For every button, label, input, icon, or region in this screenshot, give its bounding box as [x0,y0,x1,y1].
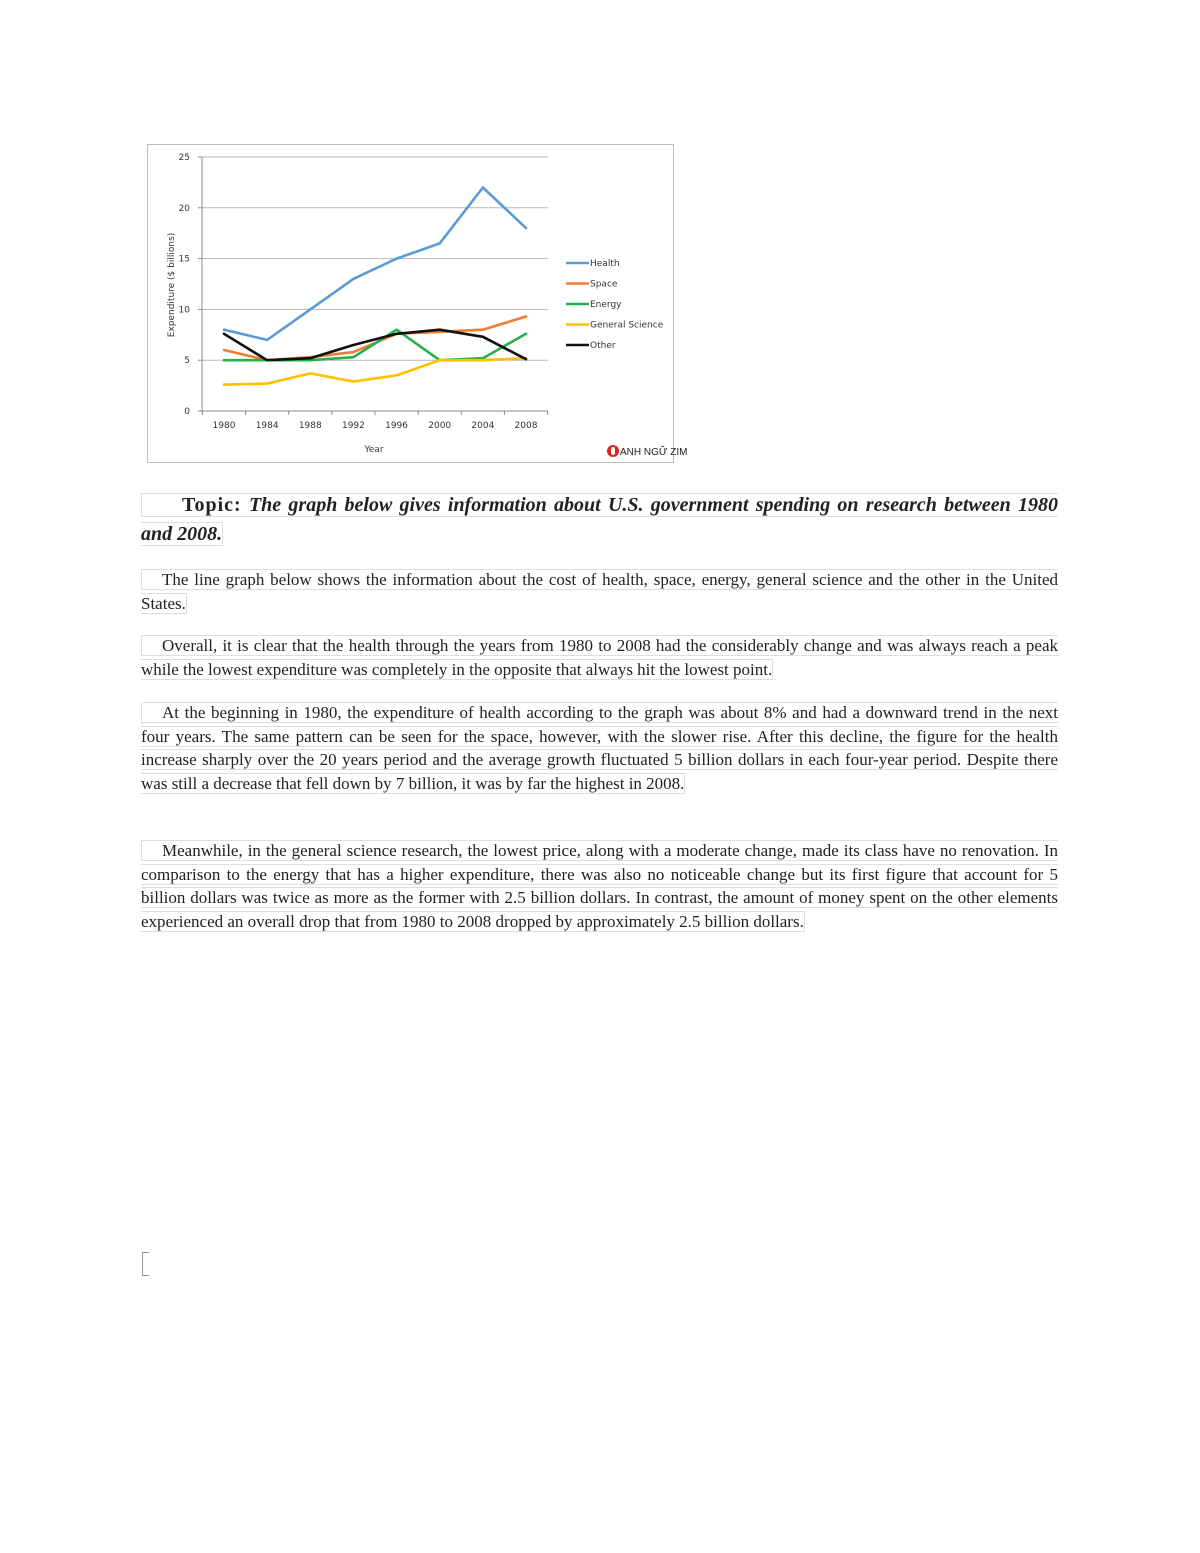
paragraph-text: Meanwhile, in the general science research, the lowest price, along with a moderate change, made its class have no renovation. In comparison to the energy that has a higher expenditure, there was also no noticeable change but its first figure that account for 5 billion dollars was twice as more as the former with 2.5 billion dollars. In contrast, the amount of money spent on the other elements experienced an overall drop that from 1980 to 2008 dropped by approximately 2.5 billion dollars. [141,841,1058,931]
x-tick-label: 1996 [385,421,409,431]
brand-logo [607,445,687,458]
legend-label: Space [590,279,618,290]
topic-heading [141,491,1058,549]
legend-label: Energy [590,300,622,310]
y-tick-label: 20 [178,203,190,214]
paragraph-text: At the beginning in 1980, the expenditure of health according to the graph was about 8% and had a downward trend in the next four years. The same pattern can be seen for the space, however, with the slower rise. After this decline, the figure for the health increase sharply over the 20 years period and the average growth fluctuated 5 billion dollars in each four-year period. Despite there was still a decrease that fell down by 7 billion, it was by far the highest in 2008. [141,703,1058,793]
legend-label: General Science [590,320,664,331]
chart-tick-labels [179,153,538,431]
series-line-health [224,188,526,340]
x-tick-label: 1980 [212,421,236,431]
logo-text: ANH NGỮ ZIM [620,447,688,458]
x-tick-label: 1992 [341,421,365,431]
x-tick-label: 2008 [514,421,538,431]
x-tick-label: 1984 [255,421,279,431]
y-axis-title: Expenditure ($ billions) [167,232,177,338]
chart-legend [566,259,664,351]
x-tick-label: 2004 [471,421,495,431]
chart-gridlines [202,157,548,360]
x-axis-title: Year [364,445,384,455]
paragraph-box [141,702,1058,794]
y-tick-label: 5 [184,356,190,367]
logo-mark-cutout [611,447,615,455]
topic-box [141,493,1058,546]
series-line-energy [224,330,526,361]
legend-label: Health [590,259,620,269]
paragraph-box [141,569,1058,614]
text-cursor-bracket[interactable] [142,1252,149,1276]
x-tick-label: 2000 [428,421,452,431]
y-tick-label: 0 [184,407,190,417]
y-tick-label: 10 [178,305,190,316]
paragraph-overview [141,634,1058,681]
y-tick-label: 15 [178,254,190,265]
line-chart [148,145,688,464]
paragraph-box [141,840,1058,932]
paragraph-box [141,635,1058,680]
paragraph-intro [141,568,1058,615]
x-tick-label: 1988 [298,421,322,431]
paragraph-text: Overall, it is clear that the health through the years from 1980 to 2008 had the considerably change and was always reach a peak while the lowest expenditure was completely in the opposite that always hit the lowest point. [141,636,1058,679]
chart-axes [198,157,548,415]
series-line-general-science [224,358,526,384]
y-tick-label: 25 [178,153,190,163]
paragraph-body-2 [141,839,1058,933]
paragraph-text: The line graph below shows the information about the cost of health, space, energy, general science and the other in the United States. [141,570,1058,613]
chart-figure [147,144,688,463]
legend-label: Other [590,341,616,351]
topic-text: The graph below gives information about U.S. government spending on research between 1980 and 2008. [141,494,1059,545]
topic-label: Topic: [182,494,242,516]
chart-series [224,188,526,385]
paragraph-body-1 [141,701,1058,795]
